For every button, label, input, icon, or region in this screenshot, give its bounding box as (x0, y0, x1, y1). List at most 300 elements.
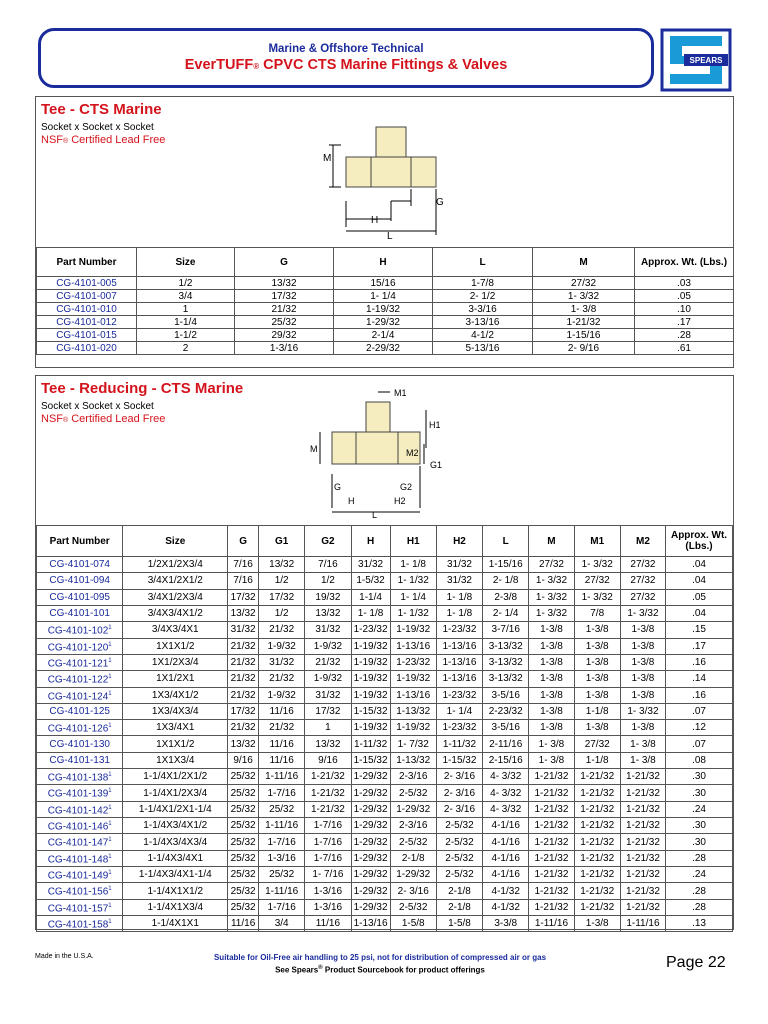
footnote-mark: 1 (108, 919, 112, 925)
table-cell: 13/32 (228, 736, 259, 752)
table-cell: 11/16 (228, 916, 259, 932)
table-cell: 4-1/16 (483, 850, 529, 866)
table-cell: 1-29/32 (351, 899, 390, 915)
header-title: EverTUFF® CPVC CTS Marine Fittings & Valves (184, 57, 508, 73)
svg-text:L: L (387, 231, 393, 241)
table-cell: 1- 3/32 (529, 573, 574, 589)
table-cell: 1-19/32 (351, 638, 390, 654)
table-cell: 1- 3/8 (529, 752, 574, 768)
table-cell: 2- 3/16 (436, 769, 482, 785)
part-number-cell: $CG-4101-102^1$ (37, 622, 123, 638)
table-cell: 1-3/16 (305, 883, 351, 899)
part-number-cell: CG-4101-015 (37, 329, 137, 342)
table-cell: 1-21/32 (529, 801, 574, 817)
table-cell: 1-3/8 (620, 638, 665, 654)
table-cell: 1-29/32 (351, 818, 390, 834)
table-cell: 1X1X1/2 (123, 638, 228, 654)
table-row (37, 316, 734, 329)
table-cell: 1-3/8 (620, 671, 665, 687)
table-cell: 31/32 (351, 557, 390, 573)
col-header: H2 (436, 526, 482, 557)
table-cell: 1-3/8 (529, 654, 574, 670)
table-cell: .30 (666, 785, 733, 801)
table-row (37, 329, 734, 342)
table-cell: 1X1X1/2 (123, 736, 228, 752)
table-cell: 1X3/4X1/2 (123, 687, 228, 703)
table-cell: .24 (666, 867, 733, 883)
table-cell: 1-3/16 (235, 342, 334, 355)
table-cell: 2-1/4 (334, 329, 433, 342)
table-row (37, 589, 733, 605)
table-cell: 1-1/4X1/2X3/4 (123, 785, 228, 801)
table-header-row (37, 248, 734, 277)
table-cell: .30 (666, 769, 733, 785)
table-cell: 1-11/16 (259, 818, 305, 834)
footnote-mark: 1 (108, 837, 112, 844)
svg-text:G1: G1 (430, 460, 443, 470)
table-cell: 17/32 (235, 290, 334, 303)
table-cell: 4-1/32 (483, 883, 529, 899)
table-row (37, 736, 733, 752)
table-cell: 1- 1/8 (351, 605, 390, 621)
table-cell: 1-19/32 (351, 720, 390, 736)
table-cell: 1-3/8 (529, 671, 574, 687)
part-number-cell: $CG-4101-139^1$ (37, 785, 123, 801)
table-cell: 1- 1/4 (334, 290, 433, 303)
table-cell: 3/4X1/2X1/2 (123, 573, 228, 589)
table-cell: 3-13/32 (483, 638, 529, 654)
col-header: Approx. Wt. (Lbs.) (666, 526, 733, 557)
table-cell: .04 (666, 605, 733, 621)
table-cell: 1X3/4X3/4 (123, 703, 228, 719)
section-title: Tee - Reducing - CTS Marine (41, 380, 244, 397)
table-cell: 1-9/32 (305, 638, 351, 654)
table-cell: 1-7/16 (305, 850, 351, 866)
table-cell: 27/32 (620, 573, 665, 589)
reducing-tee-diagram (306, 384, 456, 520)
table-cell: .15 (666, 622, 733, 638)
table-cell: 2- 1/4 (483, 605, 529, 621)
table-cell: 3/4X3/4X1/2 (123, 605, 228, 621)
svg-text:M2: M2 (406, 448, 419, 458)
table-cell: .28 (666, 883, 733, 899)
table-cell: 3/4X1/2X3/4 (123, 589, 228, 605)
table-cell: 1-21/32 (620, 899, 665, 915)
table-cell: 1-9/32 (259, 687, 305, 703)
table-cell: 1-1/4X1/2X1/2 (123, 769, 228, 785)
table-cell: 1- 3/8 (533, 303, 635, 316)
table-cell: 31/32 (436, 573, 482, 589)
table-cell: .17 (666, 638, 733, 654)
table-cell: 21/32 (228, 720, 259, 736)
table-cell: .12 (666, 720, 733, 736)
col-header: L (483, 526, 529, 557)
table-cell: 1-3/8 (574, 671, 620, 687)
table-row (37, 303, 734, 316)
footer-note (170, 953, 590, 975)
table-cell: 1-21/32 (533, 316, 635, 329)
table-cell: 25/32 (259, 867, 305, 883)
table-cell: 4- 3/32 (483, 785, 529, 801)
col-header: M2 (620, 526, 665, 557)
table-row (37, 916, 733, 932)
table-row (37, 850, 733, 866)
table-cell: 1- 3/32 (574, 557, 620, 573)
table-cell: 1/2X1/2X3/4 (123, 557, 228, 573)
table-cell: 1-1/4X3/4X1-1/4 (123, 867, 228, 883)
table-cell: 1-21/32 (574, 785, 620, 801)
air-handling-note: Suitable for Oil-Free air handling to 25 psi, not for distribution of compressed air or gas (213, 953, 547, 962)
part-number-cell: CG-4101-131 (37, 752, 123, 768)
table-row (37, 290, 734, 303)
table-cell: 1-13/32 (390, 703, 436, 719)
table-cell: 31/32 (228, 622, 259, 638)
table-cell: 1- 3/32 (533, 290, 635, 303)
spears-logo (660, 28, 732, 92)
table-cell: 2- 3/16 (390, 883, 436, 899)
table-row (37, 801, 733, 817)
table-cell: 3/4 (259, 916, 305, 932)
table-cell: 3-7/16 (483, 622, 529, 638)
col-header: H (334, 248, 433, 277)
part-number-cell: $CG-4101-147^1$ (37, 834, 123, 850)
table-cell: 1- 3/8 (620, 752, 665, 768)
table-cell: 1-1/4X3/4X1/2 (123, 818, 228, 834)
table-cell: 21/32 (235, 303, 334, 316)
part-number-cell: CG-4101-094 (37, 573, 123, 589)
table-cell: 1- 1/4 (390, 589, 436, 605)
col-header: H1 (390, 526, 436, 557)
table-row (37, 769, 733, 785)
part-number-cell: CG-4101-074 (37, 557, 123, 573)
made-in-usa: Made in the U.S.A. (35, 953, 94, 960)
table-cell: 4-1/16 (483, 867, 529, 883)
table-cell: 9/16 (228, 752, 259, 768)
table-cell: 1 (305, 720, 351, 736)
table-cell: .04 (666, 573, 733, 589)
table-cell: 7/16 (305, 557, 351, 573)
table-cell: 11/16 (259, 752, 305, 768)
table-cell: 2-3/16 (390, 769, 436, 785)
table-cell: 2-5/32 (390, 899, 436, 915)
table-cell: 2-5/32 (436, 818, 482, 834)
table-cell: .05 (635, 290, 734, 303)
table-row (37, 785, 733, 801)
table-cell: 3/4 (137, 290, 235, 303)
part-number-cell: $CG-4101-120^1$ (37, 638, 123, 654)
table-cell: 1-13/16 (436, 654, 482, 670)
table-cell: 1-3/8 (574, 687, 620, 703)
table-cell: 1-11/16 (259, 769, 305, 785)
table-cell: 1- 1/8 (436, 589, 482, 605)
table-cell: 1-7/16 (259, 899, 305, 915)
table-cell: 1-3/8 (574, 638, 620, 654)
footnote-mark: 1 (108, 853, 112, 860)
part-number-cell: CG-4101-095 (37, 589, 123, 605)
table-cell: 31/32 (259, 654, 305, 670)
footnote-mark: 1 (108, 690, 112, 697)
table-cell: 1-9/32 (259, 638, 305, 654)
table-row (37, 899, 733, 915)
table-cell: 15/16 (334, 277, 433, 290)
table-cell: 2- 1/8 (483, 573, 529, 589)
table-cell: 1-13/16 (351, 916, 390, 932)
table-cell: 21/32 (259, 671, 305, 687)
table-cell: 5-13/16 (433, 342, 533, 355)
table-cell: 1-5/8 (390, 916, 436, 932)
svg-text:H: H (348, 496, 355, 506)
table-cell: 2- 1/2 (433, 290, 533, 303)
table-cell: 21/32 (305, 654, 351, 670)
table-cell: 1-21/32 (574, 867, 620, 883)
table-cell: 1-13/16 (390, 638, 436, 654)
table-cell: 1-11/32 (351, 736, 390, 752)
part-number-cell: $CG-4101-121^1$ (37, 654, 123, 670)
table-cell: 1-11/32 (436, 736, 482, 752)
table-cell: 1-21/32 (574, 769, 620, 785)
table-cell: 3-5/16 (483, 687, 529, 703)
table-header-row (37, 526, 733, 557)
table-cell: .30 (666, 834, 733, 850)
table-cell: 25/32 (228, 899, 259, 915)
table-cell: 1-3/16 (305, 899, 351, 915)
table-cell: 2-15/16 (483, 752, 529, 768)
header-subtitle: Marine & Offshore Technical (268, 43, 424, 55)
table-cell: 1- 3/8 (529, 736, 574, 752)
table-cell: 27/32 (620, 557, 665, 573)
footnote-mark: 1 (108, 886, 112, 893)
table-cell: 1-21/32 (574, 899, 620, 915)
table-row (37, 703, 733, 719)
table-cell: 1-21/32 (574, 883, 620, 899)
table-cell: 2-5/32 (436, 867, 482, 883)
table-cell: 21/32 (259, 720, 305, 736)
table-cell: 1-21/32 (529, 867, 574, 883)
table-cell: 7/16 (228, 573, 259, 589)
part-number-cell: CG-4101-012 (37, 316, 137, 329)
table-cell: 1/2 (259, 605, 305, 621)
table-row (37, 342, 734, 355)
tee-cts-section (35, 96, 734, 368)
table-row (37, 687, 733, 703)
section-subtitle: Socket x Socket x Socket (41, 122, 154, 133)
table-cell: 2- 3/16 (436, 785, 482, 801)
table-cell: 1-21/32 (529, 883, 574, 899)
table-cell: 1-1/8 (574, 703, 620, 719)
table-cell: 31/32 (305, 622, 351, 638)
table-cell: 1-1/4X1X1/2 (123, 883, 228, 899)
table-cell: 2-1/8 (436, 883, 482, 899)
table-cell: 1-11/16 (529, 916, 574, 932)
svg-text:M: M (310, 444, 318, 454)
part-number-cell: $CG-4101-142^1$ (37, 801, 123, 817)
table-cell: 1-7/8 (433, 277, 533, 290)
section-title: Tee - CTS Marine (41, 101, 162, 118)
table-cell: 21/32 (228, 638, 259, 654)
svg-text:M1: M1 (394, 388, 407, 398)
svg-text:G2: G2 (400, 482, 413, 492)
table-cell: 1-19/32 (334, 303, 433, 316)
part-number-cell: $CG-4101-157^1$ (37, 899, 123, 915)
table-row (37, 277, 734, 290)
table-cell: 1- 1/32 (390, 605, 436, 621)
table-cell: 1-23/32 (436, 687, 482, 703)
table-cell: 25/32 (259, 801, 305, 817)
table-cell: 1-19/32 (390, 671, 436, 687)
table-cell: 4-1/32 (483, 899, 529, 915)
table-cell: 1-21/32 (305, 769, 351, 785)
table-cell: 2 (137, 342, 235, 355)
table-cell: 4- 3/32 (483, 801, 529, 817)
table-cell: 1- 3/8 (620, 736, 665, 752)
table-cell: 7/8 (574, 605, 620, 621)
table-cell: 1-1/2 (137, 329, 235, 342)
table-cell: 1-21/32 (620, 785, 665, 801)
col-header: Part Number (37, 248, 137, 277)
table-cell: 1-15/16 (533, 329, 635, 342)
table-cell: 3-13/32 (483, 654, 529, 670)
table-cell: 1-21/32 (529, 785, 574, 801)
footnote-mark: 1 (108, 788, 112, 795)
table-cell: 1-29/32 (351, 834, 390, 850)
table-cell: 21/32 (228, 687, 259, 703)
svg-text:H: H (371, 215, 379, 226)
table-cell: 13/32 (235, 277, 334, 290)
table-cell: 1-7/16 (305, 818, 351, 834)
table-cell: 1-21/32 (620, 867, 665, 883)
table-cell: 1-15/32 (351, 752, 390, 768)
part-number-cell: $CG-4101-158^1$ (37, 916, 123, 932)
table-cell: 1-21/32 (305, 785, 351, 801)
table-cell: 1-13/16 (436, 671, 482, 687)
tee-cts-table (36, 247, 734, 355)
table-cell: 4-1/16 (483, 834, 529, 850)
col-header: Size (137, 248, 235, 277)
table-cell: 1-29/32 (351, 867, 390, 883)
table-cell: 1-29/32 (351, 769, 390, 785)
table-cell: 1/2 (259, 573, 305, 589)
table-cell: 1-3/8 (620, 720, 665, 736)
table-row (37, 605, 733, 621)
part-number-cell: CG-4101-007 (37, 290, 137, 303)
table-cell: 1-29/32 (334, 316, 433, 329)
table-cell: 1-21/32 (620, 769, 665, 785)
table-cell: 3-3/16 (433, 303, 533, 316)
table-cell: 25/32 (228, 834, 259, 850)
table-cell: 17/32 (259, 589, 305, 605)
footnote-mark: 1 (108, 772, 112, 779)
table-cell: 1X1/2X1 (123, 671, 228, 687)
table-cell: 2-5/32 (390, 834, 436, 850)
table-cell: 1-3/8 (529, 687, 574, 703)
table-cell: 1-29/32 (351, 785, 390, 801)
table-cell: 1/2 (137, 277, 235, 290)
footnote-mark: 1 (108, 902, 112, 909)
table-row (37, 818, 733, 834)
table-cell: 1-1/4 (351, 589, 390, 605)
table-cell: .28 (635, 329, 734, 342)
table-cell: 1-7/16 (305, 834, 351, 850)
part-number-cell: CG-4101-020 (37, 342, 137, 355)
table-cell: 3-13/16 (433, 316, 533, 329)
table-cell: 27/32 (620, 589, 665, 605)
table-cell: .17 (635, 316, 734, 329)
table-cell: 1-1/8 (574, 752, 620, 768)
table-row (37, 622, 733, 638)
table-cell: 1-21/32 (529, 818, 574, 834)
part-number-cell: $CG-4101-156^1$ (37, 883, 123, 899)
table-cell: 21/32 (228, 671, 259, 687)
table-cell: 1- 1/8 (436, 605, 482, 621)
table-cell: 1-19/32 (390, 720, 436, 736)
col-header: G (235, 248, 334, 277)
table-cell: 3-5/16 (483, 720, 529, 736)
table-cell: .16 (666, 687, 733, 703)
table-cell: 1-3/8 (529, 720, 574, 736)
table-cell: 2-1/8 (390, 850, 436, 866)
table-cell: .04 (666, 557, 733, 573)
table-cell: 1-21/32 (620, 818, 665, 834)
table-cell: 1-19/32 (351, 687, 390, 703)
table-cell: 21/32 (228, 654, 259, 670)
part-number-cell: $CG-4101-138^1$ (37, 769, 123, 785)
col-header: Size (123, 526, 228, 557)
table-row (37, 573, 733, 589)
table-cell: .10 (635, 303, 734, 316)
table-cell: 1-3/8 (529, 638, 574, 654)
table-cell: 1-23/32 (390, 654, 436, 670)
table-cell: 11/16 (259, 736, 305, 752)
svg-text:G: G (436, 197, 444, 208)
table-cell: 21/32 (259, 622, 305, 638)
footnote-mark: 1 (108, 625, 112, 632)
table-cell: 1-19/32 (390, 622, 436, 638)
table-cell: 1-21/32 (305, 801, 351, 817)
sourcebook-note: See Spears® Product Sourcebook for product offerings (275, 965, 485, 975)
table-cell: 1-23/32 (436, 622, 482, 638)
table-cell: .28 (666, 899, 733, 915)
table-cell: 1-15/32 (351, 703, 390, 719)
table-cell: 1-1/4X3/4X3/4 (123, 834, 228, 850)
table-cell: .24 (666, 801, 733, 817)
table-row (37, 752, 733, 768)
table-cell: .05 (666, 589, 733, 605)
part-number-cell: CG-4101-130 (37, 736, 123, 752)
table-cell: 25/32 (228, 850, 259, 866)
table-cell: 1-3/16 (259, 850, 305, 866)
table-cell: 17/32 (305, 703, 351, 719)
part-number-cell: CG-4101-005 (37, 277, 137, 290)
table-cell: 1-1/4X1X3/4 (123, 899, 228, 915)
svg-text:L: L (372, 510, 378, 520)
table-cell: 3-13/32 (483, 671, 529, 687)
table-cell: 1-3/8 (574, 654, 620, 670)
table-row (37, 834, 733, 850)
table-cell: 29/32 (235, 329, 334, 342)
table-cell: 1-21/32 (574, 850, 620, 866)
table-cell: 25/32 (228, 801, 259, 817)
table-cell: 2-3/8 (483, 589, 529, 605)
table-cell: 19/32 (305, 589, 351, 605)
table-cell: 1- 3/32 (574, 589, 620, 605)
col-header: Approx. Wt. (Lbs.) (635, 248, 734, 277)
table-cell: 1- 3/32 (529, 605, 574, 621)
table-cell: 1- 1/4 (436, 703, 482, 719)
table-cell: 13/32 (305, 605, 351, 621)
col-header: M1 (574, 526, 620, 557)
table-cell: 2-23/32 (483, 703, 529, 719)
table-cell: 4- 3/32 (483, 769, 529, 785)
